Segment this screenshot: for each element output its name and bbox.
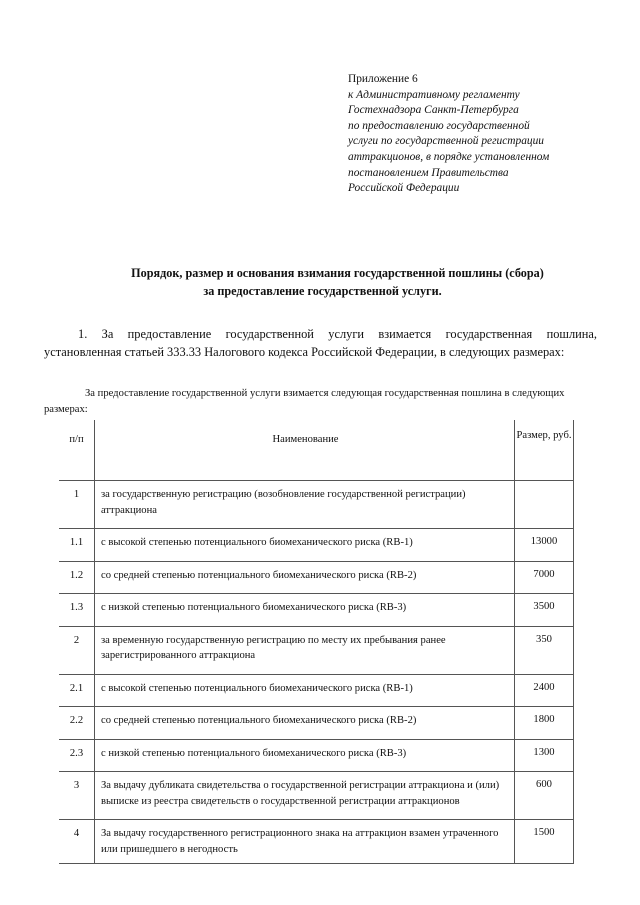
appendix-line: аттракционов, в порядке установленном bbox=[348, 150, 550, 163]
row-name: с низкой степенью потенциального биомеханического риска (RB-3) bbox=[95, 739, 515, 772]
row-name: За выдачу дубликата свидетельства о государственной регистрации аттракциона и (или) выписке из реестра свидетельств о государственной регистрации аттракционов bbox=[95, 772, 515, 820]
row-name: за государственную регистрацию (возобновление государственной регистрации) аттракциона bbox=[95, 481, 515, 529]
row-num: 2.3 bbox=[59, 739, 95, 772]
row-name: За выдачу государственного регистрационного знака на аттракцион взамен утраченного или пришедшего в негодность bbox=[95, 820, 515, 864]
table-row bbox=[59, 707, 574, 740]
table-row bbox=[59, 529, 574, 562]
table-row bbox=[59, 626, 574, 674]
row-name: с высокой степенью потенциального биомеханического риска (RB-1) bbox=[95, 529, 515, 562]
row-name: со средней степенью потенциального биомеханического риска (RB-2) bbox=[95, 561, 515, 594]
row-num: 2 bbox=[59, 626, 95, 674]
heading-line-2: за предоставление государственной услуги. bbox=[203, 284, 442, 298]
appendix-line: Гостехнадзора Санкт-Петербурга bbox=[348, 104, 519, 117]
appendix-line: услуги по государственной регистрации bbox=[348, 135, 544, 148]
row-num: 1.2 bbox=[59, 561, 95, 594]
row-price: 13000 bbox=[515, 529, 574, 562]
row-num: 1.1 bbox=[59, 529, 95, 562]
table-intro: За предоставление государственной услуги взимается следующая государственная пошлина в следующих размерах: bbox=[44, 388, 565, 415]
appendix-line: постановлением Правительства bbox=[348, 166, 509, 179]
table-row bbox=[59, 772, 574, 820]
row-name: с низкой степенью потенциального биомеханического риска (RB-3) bbox=[95, 594, 515, 627]
table-row bbox=[59, 820, 574, 864]
document-heading bbox=[0, 264, 640, 300]
appendix-title: Приложение 6 bbox=[348, 73, 418, 85]
appendix-line: Российской Федерации bbox=[348, 182, 460, 195]
heading-line-1: Порядок, размер и основания взимания государственной пошлины (сбора) bbox=[131, 266, 544, 280]
row-num: 1.3 bbox=[59, 594, 95, 627]
row-price: 350 bbox=[515, 626, 574, 674]
row-price bbox=[515, 481, 574, 529]
row-price: 600 bbox=[515, 772, 574, 820]
appendix-line: к Административному регламенту bbox=[348, 88, 520, 101]
row-price: 2400 bbox=[515, 674, 574, 707]
row-num: 2.1 bbox=[59, 674, 95, 707]
appendix-line: по предоставлению государственной bbox=[348, 119, 530, 132]
row-price: 3500 bbox=[515, 594, 574, 627]
main-paragraph: 1. За предоставление государственной услуги взимается государственная пошлина, установленная статьей 333.33 Налогового кодекса Российской Федерации, в следующих размерах: bbox=[44, 327, 597, 359]
row-price: 1500 bbox=[515, 820, 574, 864]
table-row bbox=[59, 674, 574, 707]
row-name: со средней степенью потенциального биомеханического риска (RB-2) bbox=[95, 707, 515, 740]
row-num: 4 bbox=[59, 820, 95, 864]
row-price: 1800 bbox=[515, 707, 574, 740]
header-price: Размер, руб. bbox=[515, 420, 574, 481]
row-num: 3 bbox=[59, 772, 95, 820]
table-row bbox=[59, 481, 574, 529]
row-price: 7000 bbox=[515, 561, 574, 594]
table-header-row bbox=[59, 420, 574, 481]
header-name: Наименование bbox=[95, 420, 515, 481]
header-num: п/п bbox=[69, 434, 84, 445]
row-price: 1300 bbox=[515, 739, 574, 772]
row-name: за временную государственную регистрацию по месту их пребывания ранее зарегистрированного аттракциона bbox=[95, 626, 515, 674]
appendix-note bbox=[348, 72, 598, 197]
table-row bbox=[59, 561, 574, 594]
row-num: 1 bbox=[59, 481, 95, 529]
table-row bbox=[59, 594, 574, 627]
row-num: 2.2 bbox=[59, 707, 95, 740]
table-row bbox=[59, 739, 574, 772]
fee-table bbox=[59, 420, 574, 864]
row-name: с высокой степенью потенциального биомеханического риска (RB-1) bbox=[95, 674, 515, 707]
